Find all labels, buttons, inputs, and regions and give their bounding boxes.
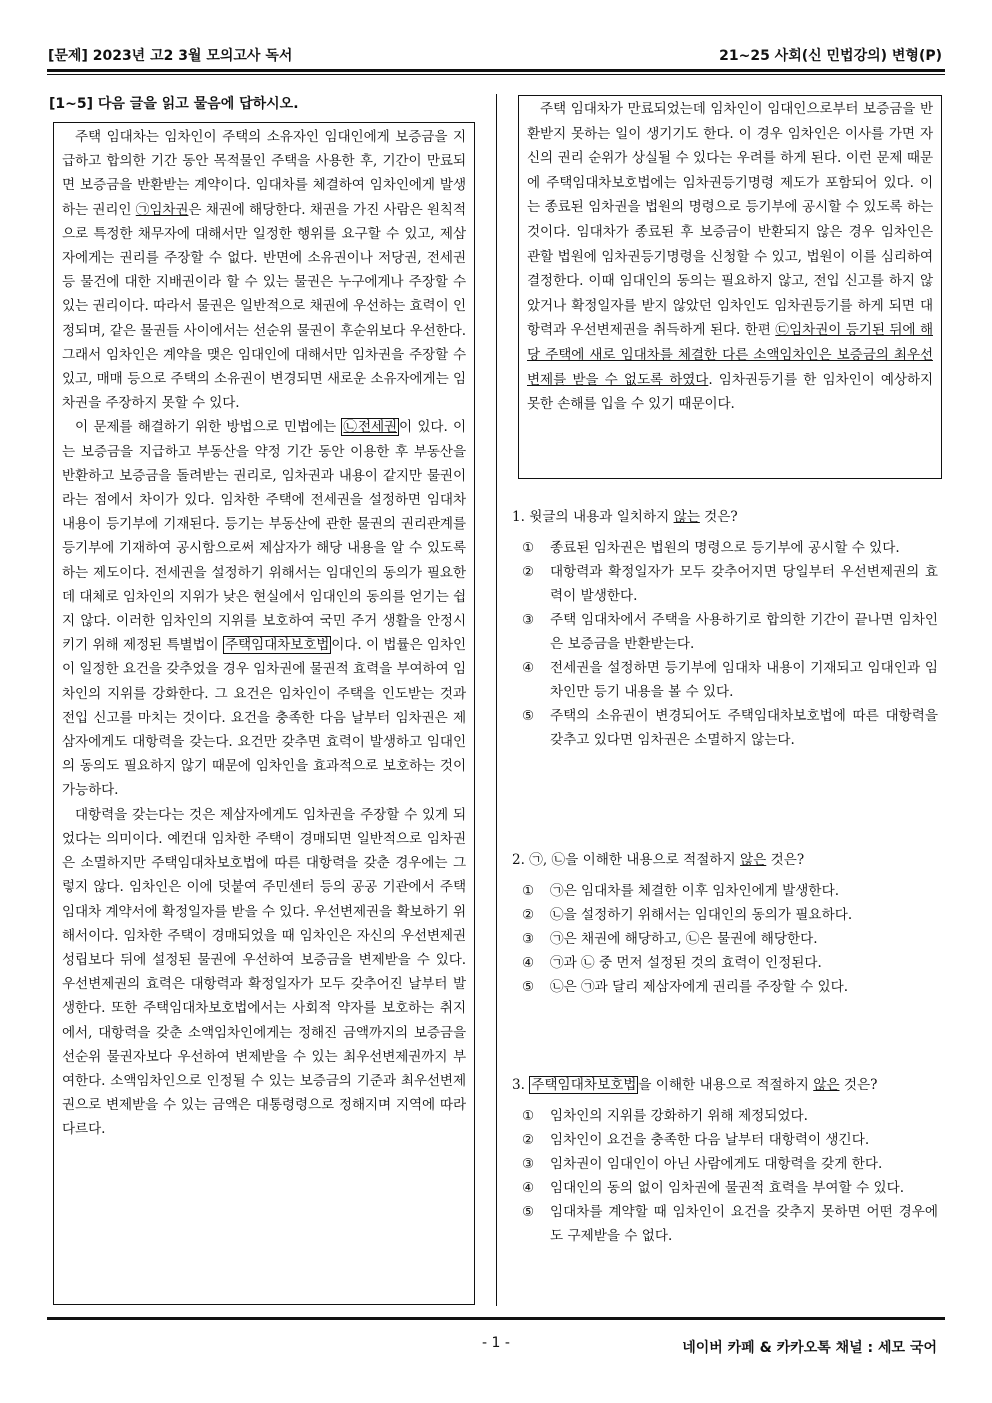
question-1 xyxy=(512,506,942,752)
answer-option[interactable] xyxy=(512,1104,942,1128)
answer-option[interactable] xyxy=(512,903,942,927)
option-text: 대항력과 확정일자가 모두 갖추어지면 당일부터 우선변제권의 효력이 발생한다. xyxy=(550,564,938,604)
option-text: ㉠은 채권에 해당하고, ㉡은 물권에 해당한다. xyxy=(550,931,818,947)
option-number: ① xyxy=(522,883,535,899)
passage-text: 이 문제를 해결하기 위한 방법으로 민법에는 xyxy=(75,419,342,436)
column-divider xyxy=(496,94,497,1306)
passage-text: 은 채권에 해당한다. 채권을 가진 사람은 원칙적으로 특정한 채무자에 대해서만 일정한 행위를 요구할 수 있고, 제삼자에게는 권리를 주장할 수 없다. 반면에 소유권이나 저당권, 전세권 등 물건에 대한 지배권이라 할 수 있는 물권은 누구에게나 주장할 수 있는 권리이다. 따라서 물권은 일반적으로 채권에 우선하는 효력이 인정되며, 같은 물권들 사이에서는 선순위 물권이 후순위보다 우선한다. 그래서 임차인은 계약을 맺은 임대인에 대해서만 임차권을 주장할 수 있고, 매매 등으로 주택의 소유권이 변경되면 새로운 소유자에게는 임차권을 주장하지 못할 수 있다. xyxy=(62,201,466,412)
answer-option[interactable] xyxy=(512,951,942,975)
passage-text: 주택 임대차가 만료되었는데 임차인이 임대인으로부터 보증금을 반환받지 못하는 일이 생기기도 한다. 이 경우 임차인은 이사를 가면 자신의 권리 순위가 상실될 수 있다는 우려를 하게 된다. 이런 문제 때문에 주택임대차보호법에는 임차권등기명령 제도가 포함되어 있다. 이는 종료된 임차권을 법원의 명령으로 등기부에 공시할 수 있도록 하는 것이다. 임대차가 종료된 후 보증금이 반환되지 않은 경우 임차인은 관할 법원에 임차권등기명령을 신청할 수 있고, 법원이 이를 심리하여 결정한다. 이때 임대인의 동의는 필요하지 않고, 전입 신고를 하지 않았거나 확정일자를 받지 않았던 임차인도 임차권등기를 하게 되면 대항력과 우선변제권을 취득하게 된다. 한편 xyxy=(527,101,933,339)
underlined-term-nieun: ㉡전세권 xyxy=(343,419,398,436)
option-number: ④ xyxy=(522,1180,535,1196)
question-3 xyxy=(512,1074,942,1248)
option-text: ㉠과 ㉡ 중 먼저 설정된 것의 효력이 인정된다. xyxy=(550,955,822,971)
answer-option[interactable] xyxy=(512,560,942,608)
stem-emphasis: 않은 xyxy=(739,852,767,868)
exam-title: [문제] 2023년 고2 3월 모의고사 독서 xyxy=(48,48,293,64)
stem-text: 을 이해한 내용으로 적절하지 xyxy=(638,1077,814,1093)
passage-paragraph-1 xyxy=(62,125,466,415)
question-stem xyxy=(512,506,942,528)
stem-text: 것은? xyxy=(766,852,805,868)
option-number: ② xyxy=(522,1132,535,1148)
option-text: 임대차를 계약할 때 임차인이 요건을 갖추지 못하면 어떤 경우에도 구제받을 수 없다. xyxy=(550,1204,938,1244)
underlined-sentence-digeut: ㉢임차권이 등기된 뒤에 해당 주택에 새로 임대차를 체결한 다른 소액임차인은 보증금의 최우선변제를 받을 수 없도록 하였다 xyxy=(527,322,933,388)
stem-text: 1. 윗글의 내용과 일치하지 xyxy=(512,509,674,525)
answer-option[interactable] xyxy=(512,704,942,752)
passage-text: . 임차권등기를 한 임차인이 예상하지 못한 손해를 입을 수 있기 때문이다. xyxy=(527,371,933,413)
option-number: ② xyxy=(522,907,535,923)
stem-emphasis: 않는 xyxy=(673,509,700,525)
option-number: ⑤ xyxy=(522,1204,535,1220)
option-number: ③ xyxy=(522,931,535,947)
passage-text: 이다. 이 법률은 임차인이 일정한 요건을 갖추었을 경우 임차권에 물권적 효력을 부여하여 임차인의 지위를 강화한다. 그 요건은 임차인이 주택을 인도받는 것과 전입 신고를 마치는 것이다. 요건을 충족한 다음 날부터 임차권은 제삼자에게도 대항력을 갖는다. 요건만 갖추면 효력이 발생하고 임대인의 동의도 필요하지 않기 때문에 임차인을 효과적으로 보호하는 것이 가능하다. xyxy=(62,637,467,799)
option-number: ③ xyxy=(522,1156,535,1172)
option-number: ④ xyxy=(522,955,535,971)
answer-option[interactable] xyxy=(512,536,942,560)
section-title: 21~25 사회(신 민법강의) 변형(P) xyxy=(719,48,942,64)
page-number: - 1 - xyxy=(482,1335,510,1351)
option-number: ④ xyxy=(522,660,535,676)
passage-box-left xyxy=(53,122,475,1305)
option-text: ㉡을 설정하기 위해서는 임대인의 동의가 필요하다. xyxy=(550,907,853,923)
answer-option[interactable] xyxy=(512,879,942,903)
option-number: ① xyxy=(522,1108,535,1124)
option-number: ② xyxy=(522,564,535,580)
boxed-term-law: 주택임대차보호법 xyxy=(531,1077,637,1093)
question-stem xyxy=(512,849,942,871)
option-text: 임대인의 동의 없이 임차권에 물권적 효력을 부여할 수 있다. xyxy=(550,1180,905,1196)
option-text: ㉠은 임대차를 체결한 이후 임차인에게 발생한다. xyxy=(550,883,840,899)
option-text: 종료된 임차권은 법원의 명령으로 등기부에 공시할 수 있다. xyxy=(550,540,900,556)
option-text: 임차인의 지위를 강화하기 위해 제정되었다. xyxy=(550,1108,808,1124)
stem-text: 것은? xyxy=(699,509,738,525)
passage-text: 이 있다. 이는 보증금을 지급하고 부동산을 약정 기간 동안 이용한 후 부동산을 반환하고 보증금을 돌려받는 권리로, 임차권과 내용이 같지만 물권이라는 점에서 차이가 있다. 임차한 주택에 전세권을 설정하면 임대차 내용이 등기부에 기재된다. 등기는 부동산에 관한 물권의 권리관계를 등기부에 기재하여 공시함으로써 제삼자가 해당 내용을 알 수 있도록 하는 제도이다. 전세권을 설정하기 위해서는 임대인의 동의가 필요한데 대체로 임차인의 지위가 낮은 현실에서 임대인의 동의를 얻기는 쉽지 않다. 이러한 임차인의 지위를 보호하여 국민 주거 생활을 안정시키기 위해 제정된 특별법이 xyxy=(62,419,466,654)
passage-box-right xyxy=(518,95,942,479)
option-text: 임차권이 임대인이 아닌 사람에게도 대항력을 갖게 한다. xyxy=(550,1156,883,1172)
stem-text: 2. ㉠, ㉡을 이해한 내용으로 적절하지 xyxy=(512,852,740,868)
option-text: 전세권을 설정하면 등기부에 임대차 내용이 기재되고 임대인과 임차인만 등기 내용을 볼 수 있다. xyxy=(550,660,938,700)
footer-credit: 네이버 카페 & 카카오톡 채널 : 세모 국어 xyxy=(682,1340,937,1356)
option-text: 주택 임대차에서 주택을 사용하기로 합의한 기간이 끝나면 임차인은 보증금을 반환받는다. xyxy=(550,612,938,652)
question-stem xyxy=(512,1074,942,1096)
passage-paragraph-4 xyxy=(527,97,933,417)
question-2 xyxy=(512,849,942,999)
option-number: ⑤ xyxy=(522,979,535,995)
stem-text: 것은? xyxy=(839,1077,878,1093)
option-text: 임차인이 요건을 충족한 다음 날부터 대항력이 생긴다. xyxy=(550,1132,870,1148)
passage-text: 주택 임대차는 임차인이 주택의 소유자인 임대인에게 보증금을 지급하고 합의한 기간 동안 목적물인 주택을 사용한 후, 기간이 만료되면 보증금을 반환받는 계약이다. 임대차를 체결하여 임차인에게 발생하는 권리인 xyxy=(62,129,466,218)
boxed-term-law: 주택임대차보호법 xyxy=(225,637,330,654)
option-number: ⑤ xyxy=(522,708,535,724)
option-number: ③ xyxy=(522,612,535,628)
answer-option[interactable] xyxy=(512,1200,942,1248)
stem-emphasis: 않은 xyxy=(813,1077,840,1093)
stem-text: 3. xyxy=(512,1077,530,1093)
option-text: ㉡은 ㉠과 달리 제삼자에게 권리를 주장할 수 있다. xyxy=(550,979,849,995)
passage-paragraph-3: 대항력을 갖는다는 것은 제삼자에게도 임차권을 주장할 수 있게 되었다는 의미이다. 예컨대 임차한 주택이 경매되면 일반적으로 임차권은 소멸하지만 주택임대차보호법에 따른 대항력을 갖춘 경우에는 그렇지 않다. 임차인은 이에 덧붙여 주민센터 등의 공공 기관에서 주택 임대차 계약서에 확정일자를 받을 수 있다. 우선변제권을 확보하기 위해서이다. 임차한 주택이 경매되었을 때 임차인은 자신의 우선변제권 성립보다 뒤에 설정된 물권에 우선하여 보증금을 변제받을 수 있다. 우선변제권의 효력은 대항력과 확정일자가 모두 갖추어진 날부터 발생한다. 또한 주택임대차보호법에서는 사회적 약자를 보호하는 취지에서, 대항력을 갖춘 소액임차인에게는 정해진 금액까지의 보증금을 선순위 물권자보다 우선하여 변제받을 수 있는 최우선변제권까지 부여한다. 소액임차인으로 인정될 수 있는 보증금의 기준과 최우선변제권으로 변제받을 수 있는 금액은 대통령령으로 정해지며 지역에 따라 다르다. xyxy=(62,806,466,1138)
answer-option[interactable] xyxy=(512,927,942,951)
option-text: 주택의 소유권이 변경되어도 주택임대차보호법에 따른 대항력을 갖추고 있다면 임차권은 소멸하지 않는다. xyxy=(550,708,938,748)
bottom-rule xyxy=(47,1317,945,1320)
top-rule-thin xyxy=(47,74,945,75)
answer-option[interactable] xyxy=(512,1152,942,1176)
instruction: [1~5] 다음 글을 읽고 물음에 답하시오. xyxy=(49,96,299,112)
answer-option[interactable] xyxy=(512,1176,942,1200)
answer-option[interactable] xyxy=(512,1128,942,1152)
option-number: ① xyxy=(522,540,535,556)
top-rule xyxy=(47,69,945,72)
passage-paragraph-2 xyxy=(62,415,466,802)
underlined-term-giyeok: ㉠임차권 xyxy=(135,201,189,218)
answer-option[interactable] xyxy=(512,608,942,656)
answer-option[interactable] xyxy=(512,975,942,999)
answer-option[interactable] xyxy=(512,656,942,704)
